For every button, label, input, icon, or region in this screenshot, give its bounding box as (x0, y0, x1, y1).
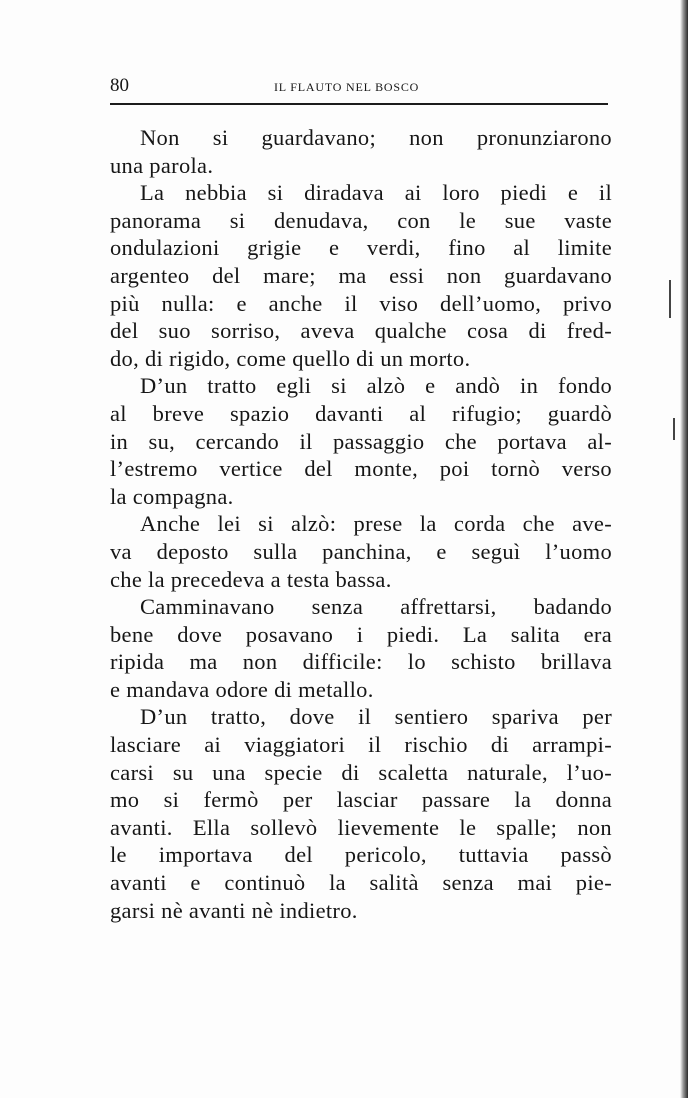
margin-scan-mark (673, 418, 675, 440)
text-line: panorama si denudava, con le sue vaste (110, 207, 612, 233)
text-line: l’estremo vertice del monte, poi tornò verso (110, 456, 612, 482)
text-line: va deposto sulla panchina, e seguì l’uomo (110, 538, 612, 564)
text-line: le importava del pericolo, tuttavia passò (110, 842, 612, 868)
text-line: mo si fermò per lasciar passare la donna (110, 787, 612, 813)
paragraph (110, 593, 612, 703)
text-line: lasciare ai viaggiatori il rischio di arrampi- (110, 732, 612, 758)
page-edge-shadow (680, 0, 688, 1098)
text-line: garsi nè avanti nè indietro. (110, 897, 358, 923)
margin-scan-mark (669, 280, 671, 318)
text-line: do, di rigido, come quello di un morto. (110, 345, 471, 371)
paragraph (110, 510, 612, 593)
text-line: la compagna. (110, 483, 234, 509)
text-line: carsi su una specie di scaletta naturale, l’uo- (110, 759, 612, 785)
text-line: ondulazioni grigie e verdi, fino al limite (110, 235, 612, 261)
paragraph (110, 372, 612, 510)
paragraph (110, 124, 612, 179)
text-line: argenteo del mare; ma essi non guardavano (110, 262, 612, 288)
text-line: una parola. (110, 152, 214, 178)
paragraph (110, 703, 612, 924)
text-line: del suo sorriso, aveva qualche cosa di fred- (110, 318, 612, 344)
page-header (110, 74, 608, 98)
text-line: La nebbia si diradava ai loro piedi e il (140, 180, 612, 206)
text-line: in su, cercando il passaggio che portava al- (110, 428, 612, 454)
text-line: avanti e continuò la salità senza mai pie- (110, 870, 612, 896)
text-line: Non si guardavano; non pronunziarono (140, 125, 612, 150)
text-line: D’un tratto, dove il sentiero spariva per (140, 704, 612, 730)
page-number: 80 (110, 75, 129, 96)
text-line: D’un tratto egli si alzò e andò in fondo (140, 373, 612, 399)
text-line: e mandava odore di metallo. (110, 676, 374, 702)
text-line: più nulla: e anche il viso dell’uomo, privo (110, 290, 612, 316)
text-line: che la precedeva a testa bassa. (110, 566, 392, 592)
paragraph (110, 179, 612, 372)
text-line: Anche lei si alzò: prese la corda che ave- (140, 511, 612, 537)
body-text (110, 124, 612, 924)
header-rule (110, 103, 608, 105)
text-line: al breve spazio davanti al rifugio; guardò (110, 400, 612, 426)
text-line: avanti. Ella sollevò lievemente le spalle; non (110, 814, 612, 840)
text-line: ripida ma non difficile: lo schisto brillava (110, 649, 612, 675)
text-line: bene dove posavano i piedi. La salita era (110, 621, 612, 647)
running-title: IL FLAUTO NEL BOSCO (274, 80, 420, 94)
text-line: Camminavano senza affrettarsi, badando (140, 594, 612, 620)
